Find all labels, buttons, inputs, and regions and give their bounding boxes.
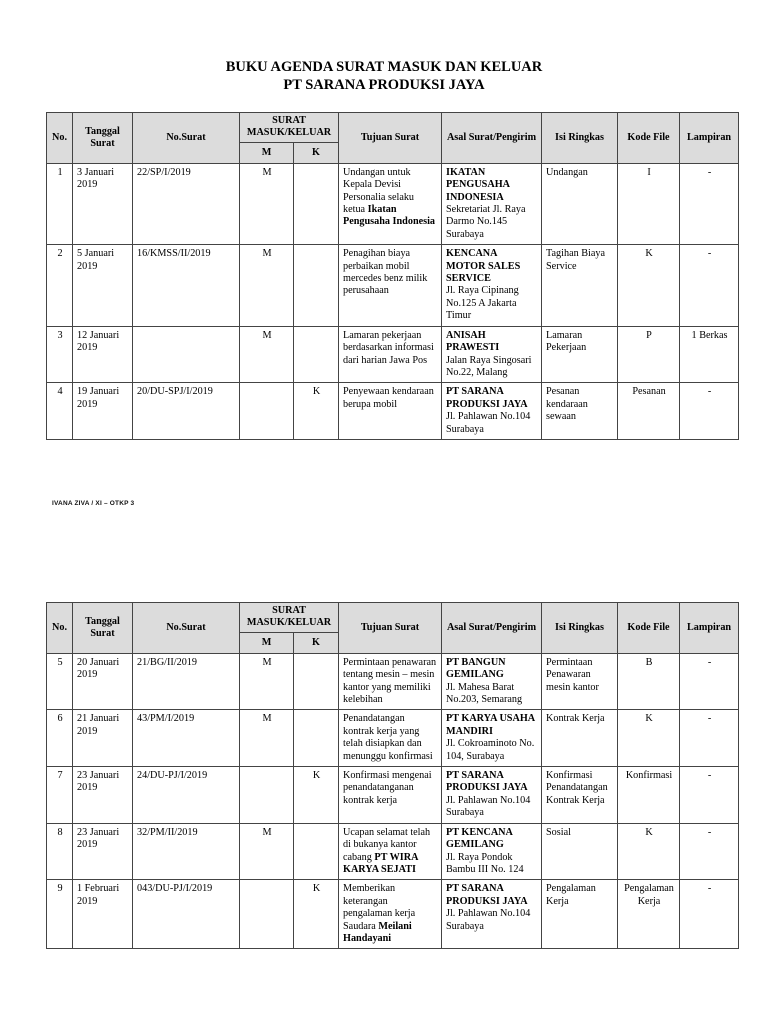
cell-kode: Konfirmasi [618, 767, 680, 824]
cell-k [294, 823, 339, 880]
cell-tujuan [339, 163, 442, 244]
cell-tujuan [339, 710, 442, 767]
asal-name: IKATAN PENGUSAHA INDONESIA [446, 166, 510, 203]
header-tujuan: Tujuan Surat [339, 113, 442, 164]
cell-lampiran: - [680, 383, 739, 440]
cell-kode: P [618, 326, 680, 383]
tujuan-text: Penyewaan kendaraan berupa mobil [343, 386, 434, 410]
cell-no: 9 [47, 880, 73, 949]
cell-tujuan [339, 245, 442, 326]
cell-no: 7 [47, 767, 73, 824]
header-tanggal: Tanggal Surat [73, 603, 133, 654]
cell-tanggal: 5 Januari 2019 [73, 245, 133, 326]
asal-address: Jl. Cokroaminoto No. 104, Surabaya [446, 738, 535, 762]
table-body [47, 653, 739, 949]
cell-tanggal: 20 Januari 2019 [73, 653, 133, 710]
table-header [47, 113, 739, 164]
table-row [47, 880, 739, 949]
cell-kode: I [618, 163, 680, 244]
cell-m [240, 383, 294, 440]
asal-address: Jl. Raya Pondok Bambu III No. 124 [446, 851, 524, 875]
table-row [47, 245, 739, 326]
tujuan-text: Penagihan biaya perbaikan mobil mercedes benz milik perusahaan [343, 248, 428, 297]
header-k: K [294, 632, 339, 653]
asal-name: ANISAH PRAWESTI [446, 329, 500, 354]
tujuan-bold-text: Ikatan Pengusaha Indonesia [343, 204, 436, 228]
cell-k: K [294, 767, 339, 824]
header-no: No. [47, 113, 73, 164]
cell-lampiran: - [680, 710, 739, 767]
header-tanggal: Tanggal Surat [73, 113, 133, 164]
document-title [0, 58, 768, 94]
cell-k: K [294, 880, 339, 949]
cell-no-surat [133, 326, 240, 383]
cell-no: 8 [47, 823, 73, 880]
cell-isi: Konfirmasi Penandatangan Kontrak Kerja [542, 767, 618, 824]
cell-asal [442, 710, 542, 767]
cell-isi: Undangan [542, 163, 618, 244]
cell-no: 5 [47, 653, 73, 710]
cell-isi: Tagihan Biaya Service [542, 245, 618, 326]
cell-no: 2 [47, 245, 73, 326]
cell-asal [442, 653, 542, 710]
cell-tanggal: 1 Februari 2019 [73, 880, 133, 949]
cell-isi: Pesanan kendaraan sewaan [542, 383, 618, 440]
cell-lampiran: - [680, 163, 739, 244]
cell-kode: K [618, 823, 680, 880]
asal-address: Jalan Raya Singosari No.22, Malang [446, 354, 532, 378]
cell-m: M [240, 710, 294, 767]
cell-k [294, 710, 339, 767]
asal-address: Sekretariat Jl. Raya Darmo No.145 Surabaya [446, 204, 526, 240]
cell-lampiran: - [680, 653, 739, 710]
cell-tanggal: 19 Januari 2019 [73, 383, 133, 440]
table-row [47, 383, 739, 440]
asal-name: PT KARYA USAHA MANDIRI [446, 713, 535, 737]
cell-no-surat: 32/PM/II/2019 [133, 823, 240, 880]
asal-name: PT SARANA PRODUKSI JAYA [446, 770, 528, 794]
asal-name: PT SARANA PRODUKSI JAYA [446, 883, 528, 907]
cell-no-surat: 16/KMSS/II/2019 [133, 245, 240, 326]
cell-tanggal: 23 Januari 2019 [73, 823, 133, 880]
agenda-table-1 [46, 112, 739, 440]
asal-name: PT KENCANA GEMILANG [446, 826, 513, 851]
cell-asal [442, 383, 542, 440]
table-row [47, 653, 739, 710]
cell-m: M [240, 823, 294, 880]
cell-k [294, 245, 339, 326]
header-lampiran: Lampiran [680, 113, 739, 164]
header-asal: Asal Surat/Pengirim [442, 603, 542, 654]
table-row [47, 163, 739, 244]
table-header [47, 603, 739, 654]
asal-name: KENCANA MOTOR SALES SERVICE [446, 248, 521, 285]
tujuan-text: Penandatangan kontrak kerja yang telah disiapkan dan menunggu konfirmasi [343, 713, 433, 762]
cell-no: 3 [47, 326, 73, 383]
tujuan-bold-text: PT WIRA KARYA SEJATI [343, 851, 418, 875]
cell-no: 1 [47, 163, 73, 244]
header-isi: Isi Ringkas [542, 603, 618, 654]
cell-asal [442, 767, 542, 824]
cell-asal [442, 880, 542, 949]
cell-kode: Pesanan [618, 383, 680, 440]
cell-tanggal: 21 Januari 2019 [73, 710, 133, 767]
author-note: IVANA ZIVA / XI – OTKP 3 [52, 500, 135, 507]
header-m: M [240, 142, 294, 163]
tujuan-text: Lamaran pekerjaan berdasarkan informasi dari harian Jawa Pos [343, 329, 434, 366]
header-no-surat: No.Surat [133, 603, 240, 654]
title-line-2: PT SARANA PRODUKSI JAYA [283, 77, 485, 93]
table-row [47, 767, 739, 824]
cell-lampiran: - [680, 880, 739, 949]
cell-no-surat: 21/BG/II/2019 [133, 653, 240, 710]
tujuan-text: Memberikan keterangan pengalaman kerja Saudara [343, 883, 416, 932]
header-kode: Kode File [618, 603, 680, 654]
header-k: K [294, 142, 339, 163]
cell-lampiran: - [680, 767, 739, 824]
cell-m [240, 880, 294, 949]
cell-no-surat: 043/DU-PJ/I/2019 [133, 880, 240, 949]
table-row [47, 710, 739, 767]
cell-tujuan [339, 383, 442, 440]
tujuan-text: Konfirmasi mengenai penandatanganan kontrak kerja [343, 770, 432, 806]
asal-address: Jl. Pahlawan No.104 Surabaya [446, 794, 531, 819]
cell-isi: Pengalaman Kerja [542, 880, 618, 949]
cell-m: M [240, 163, 294, 244]
asal-address: Jl. Mahesa Barat No.203, Semarang [446, 681, 523, 706]
cell-k: K [294, 383, 339, 440]
cell-asal [442, 163, 542, 244]
cell-no-surat: 20/DU-SPJ/I/2019 [133, 383, 240, 440]
asal-address: Jl. Pahlawan No.104 Surabaya [446, 411, 531, 435]
cell-tujuan [339, 326, 442, 383]
header-surat-masuk-keluar: SURAT MASUK/KELUAR [240, 113, 339, 143]
cell-no: 6 [47, 710, 73, 767]
cell-k [294, 163, 339, 244]
tujuan-bold-text: Meilani Handayani [343, 920, 412, 944]
cell-m: M [240, 326, 294, 383]
cell-lampiran: - [680, 245, 739, 326]
cell-k [294, 326, 339, 383]
cell-no-surat: 24/DU-PJ/I/2019 [133, 767, 240, 824]
tujuan-text: Permintaan penawaran tentang mesin – mesin kantor yang memiliki kelebihan [343, 656, 437, 706]
header-isi: Isi Ringkas [542, 113, 618, 164]
header-lampiran: Lampiran [680, 603, 739, 654]
cell-kode: B [618, 653, 680, 710]
cell-tujuan [339, 767, 442, 824]
title-line-1: BUKU AGENDA SURAT MASUK DAN KELUAR [225, 59, 543, 75]
cell-lampiran: 1 Berkas [680, 326, 739, 383]
cell-isi: Lamaran Pekerjaan [542, 326, 618, 383]
table-body [47, 163, 739, 439]
cell-tujuan [339, 880, 442, 949]
cell-tanggal: 12 Januari 2019 [73, 326, 133, 383]
cell-lampiran: - [680, 823, 739, 880]
cell-tanggal: 3 Januari 2019 [73, 163, 133, 244]
header-m: M [240, 632, 294, 653]
cell-m [240, 767, 294, 824]
table-row [47, 823, 739, 880]
header-surat-masuk-keluar: SURAT MASUK/KELUAR [240, 603, 339, 633]
header-tujuan: Tujuan Surat [339, 603, 442, 654]
asal-name: PT BANGUN GEMILANG [446, 656, 506, 681]
asal-address: Jl. Raya Cipinang No.125 A Jakarta Timur [446, 285, 519, 322]
cell-k [294, 653, 339, 710]
cell-m: M [240, 653, 294, 710]
cell-kode: K [618, 710, 680, 767]
cell-isi: Permintaan Penawaran mesin kantor [542, 653, 618, 710]
cell-asal [442, 245, 542, 326]
cell-kode: Pengalaman Kerja [618, 880, 680, 949]
tujuan-text: Undangan untuk Kepala Devisi Personalia selaku ketua [343, 166, 415, 216]
cell-no-surat: 22/SP/I/2019 [133, 163, 240, 244]
cell-kode: K [618, 245, 680, 326]
header-no: No. [47, 603, 73, 654]
header-asal: Asal Surat/Pengirim [442, 113, 542, 164]
cell-m: M [240, 245, 294, 326]
cell-isi: Sosial [542, 823, 618, 880]
header-no-surat: No.Surat [133, 113, 240, 164]
cell-tujuan [339, 653, 442, 710]
cell-no-surat: 43/PM/I/2019 [133, 710, 240, 767]
cell-tanggal: 23 Januari 2019 [73, 767, 133, 824]
header-kode: Kode File [618, 113, 680, 164]
agenda-table-2 [46, 602, 739, 949]
asal-address: Jl. Pahlawan No.104 Surabaya [446, 908, 531, 932]
tujuan-text: Ucapan selamat telah di bukanya kantor cabang [343, 826, 431, 863]
cell-asal [442, 823, 542, 880]
cell-asal [442, 326, 542, 383]
table-row [47, 326, 739, 383]
cell-no: 4 [47, 383, 73, 440]
cell-tujuan [339, 823, 442, 880]
asal-name: PT SARANA PRODUKSI JAYA [446, 386, 528, 410]
cell-isi: Kontrak Kerja [542, 710, 618, 767]
